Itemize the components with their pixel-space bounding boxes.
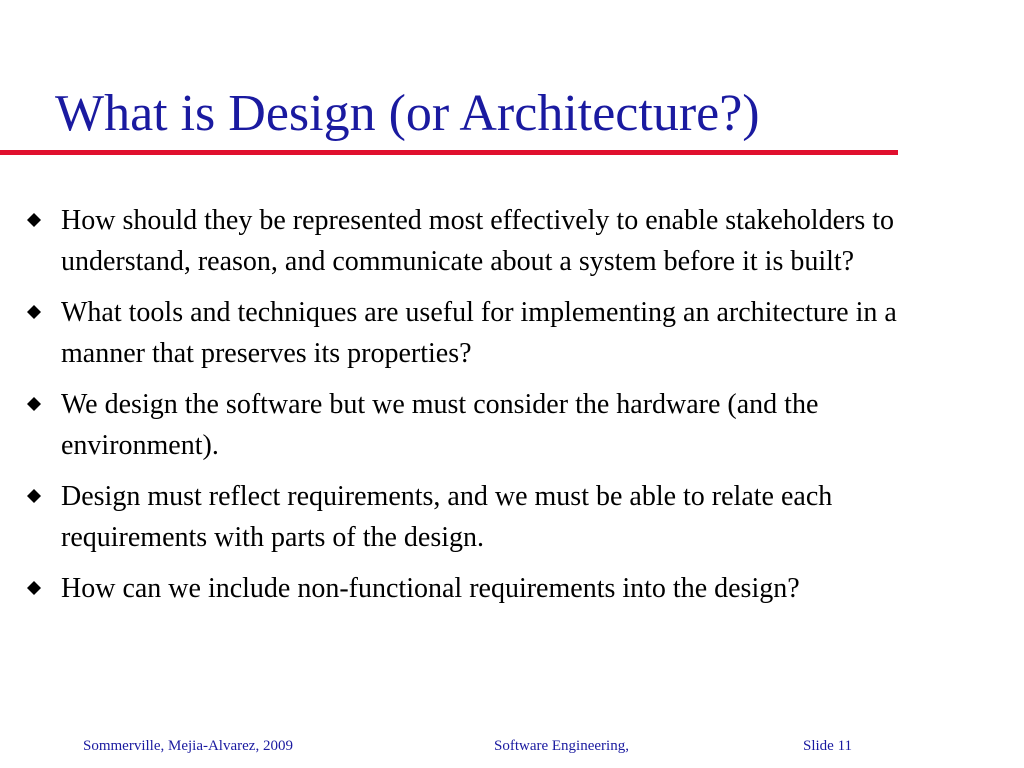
diamond-bullet-icon (27, 397, 41, 411)
diamond-bullet-icon (27, 581, 41, 595)
footer-course: Software Engineering, (494, 738, 629, 754)
bullet-text: Design must reflect requirements, and we must be able to relate each requirements with parts of the design. (61, 481, 833, 553)
footer-slide-number: Slide 11 (803, 738, 853, 754)
diamond-bullet-icon (27, 305, 41, 319)
bullet-item (0, 476, 941, 558)
footer-authors: Sommerville, Mejia-Alvarez, 2009 (83, 738, 293, 754)
title-underline (0, 150, 898, 155)
slide-title: What is Design (or Architecture?) (55, 85, 760, 142)
bullet-text: What tools and techniques are useful for implementing an architecture in a manner that preserves its properties? (61, 297, 897, 369)
bullet-list (0, 200, 1024, 619)
bullet-text: How can we include non-functional requirements into the design? (61, 573, 800, 604)
diamond-bullet-icon (27, 213, 41, 227)
bullet-item (0, 568, 941, 609)
bullet-text: How should they be represented most effectively to enable stakeholders to understand, reason, and communicate about a system before it is built? (61, 205, 895, 277)
bullet-item (0, 384, 941, 466)
bullet-item (0, 292, 941, 374)
bullet-text: We design the software but we must consider the hardware (and the environment). (61, 389, 819, 461)
diamond-bullet-icon (27, 489, 41, 503)
bullet-item (0, 200, 941, 282)
